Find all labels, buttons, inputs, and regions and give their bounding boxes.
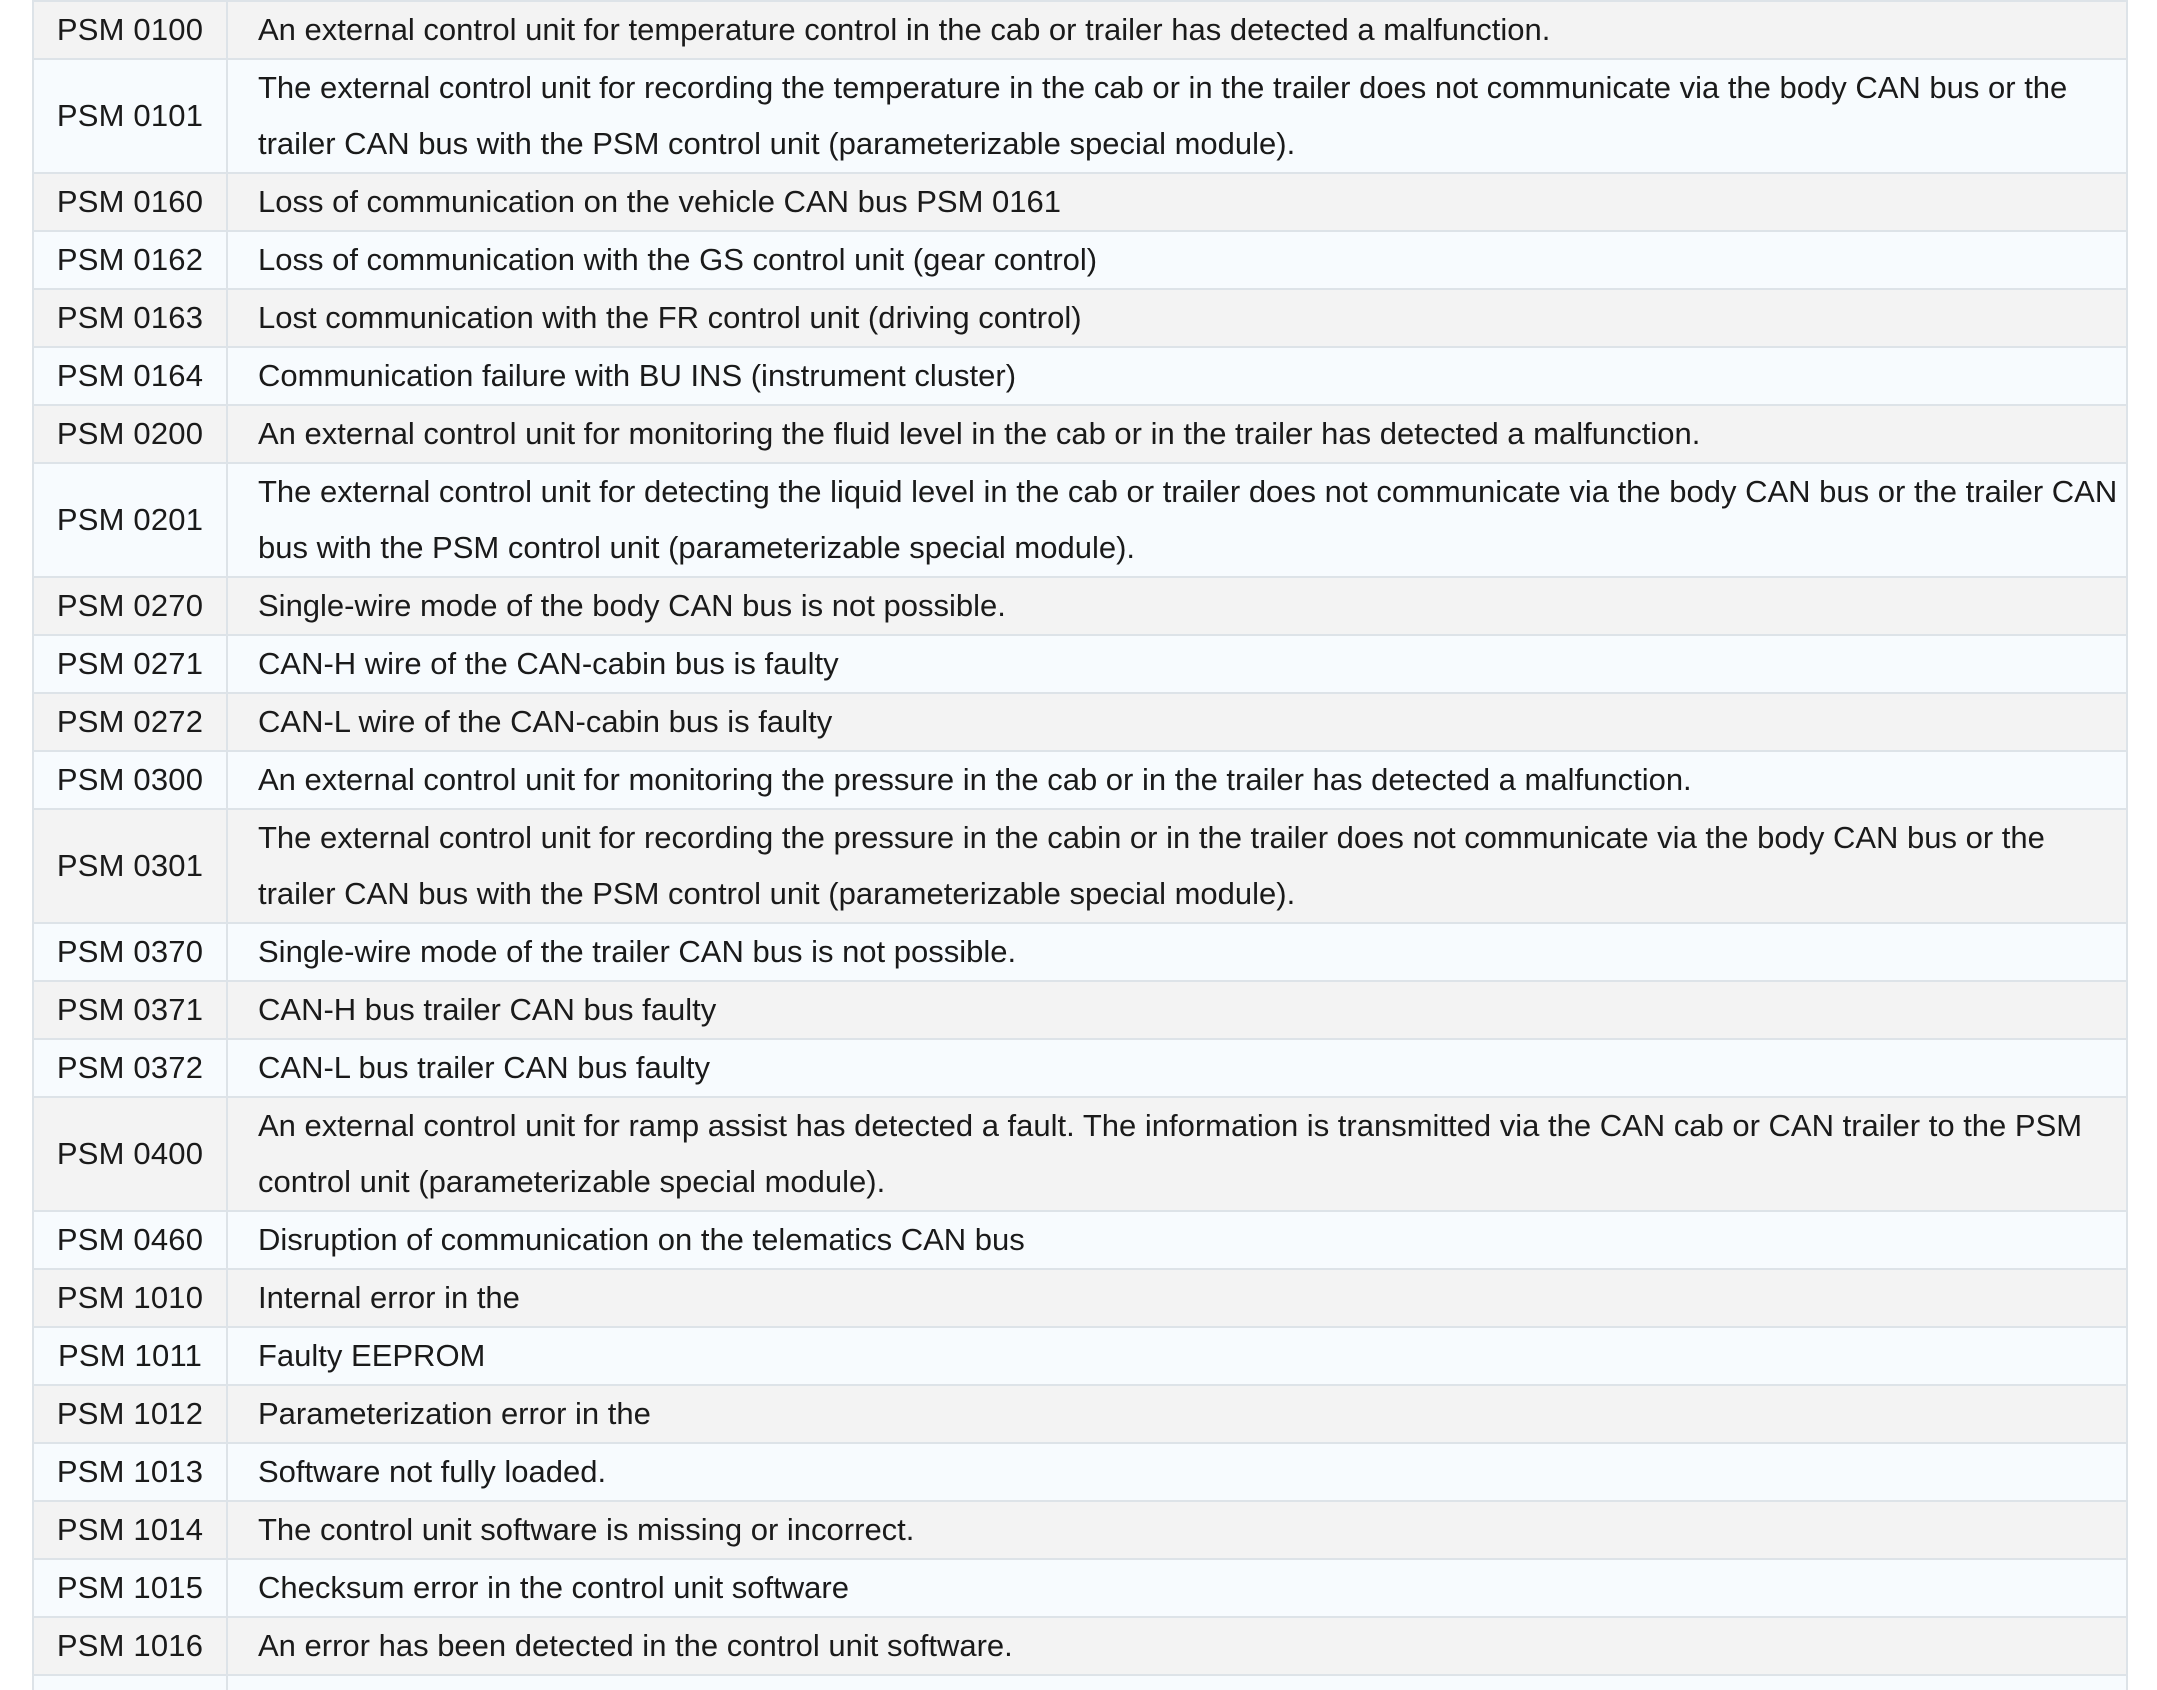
- table-row: [33, 809, 2127, 923]
- error-description: Single-wire mode of the trailer CAN bus is not possible.: [227, 923, 2127, 981]
- table-row: [33, 1617, 2127, 1675]
- table-row: [33, 693, 2127, 751]
- error-description: An external control unit for monitoring the pressure in the cab or in the trailer has detected a malfunction.: [227, 751, 2127, 809]
- error-code: PSM 0460: [33, 1211, 227, 1269]
- error-description: CAN-H wire of the CAN-cabin bus is faulty: [227, 635, 2127, 693]
- table-row: [33, 1039, 2127, 1097]
- error-description: Software not fully loaded.: [227, 1443, 2127, 1501]
- error-description: The control unit software is missing or incorrect.: [227, 1501, 2127, 1559]
- table-row: [33, 1269, 2127, 1327]
- table-row: [33, 289, 2127, 347]
- error-code: PSM 0272: [33, 693, 227, 751]
- error-code: PSM 1011: [33, 1327, 227, 1385]
- error-code: PSM 0371: [33, 981, 227, 1039]
- error-code: PSM 0301: [33, 809, 227, 923]
- error-code: PSM 1016: [33, 1617, 227, 1675]
- error-description: Parameterization error in the: [227, 1385, 2127, 1443]
- error-description: Communication failure with BU INS (instrument cluster): [227, 347, 2127, 405]
- table-row: [33, 1559, 2127, 1617]
- error-description: The external control unit for detecting the liquid level in the cab or trailer does not communicate via the body CAN bus or the trailer CAN bus with the PSM control unit (parameterizable special module).: [227, 463, 2127, 577]
- error-description: Loss of communication with the GS control unit (gear control): [227, 231, 2127, 289]
- error-description: An error has been detected in the control unit software.: [227, 1617, 2127, 1675]
- error-code: PSM 1010: [33, 1269, 227, 1327]
- table-row: [33, 1, 2127, 59]
- error-code: PSM 0101: [33, 59, 227, 173]
- error-description: Loss of communication on the vehicle CAN bus PSM 0161: [227, 173, 2127, 231]
- error-code: PSM 0162: [33, 231, 227, 289]
- table-row: [33, 1097, 2127, 1211]
- error-code-table: [32, 0, 2128, 1690]
- table-row-cut-off: [33, 1675, 2127, 1690]
- error-code: PSM 0300: [33, 751, 227, 809]
- error-description: Faulty EEPROM: [227, 1327, 2127, 1385]
- error-description: Internal error in the: [227, 1269, 2127, 1327]
- error-description: Checksum error in the control unit software: [227, 1559, 2127, 1617]
- table-row: [33, 463, 2127, 577]
- error-code: PSM 1012: [33, 1385, 227, 1443]
- error-code: PSM 1015: [33, 1559, 227, 1617]
- error-code: PSM 0271: [33, 635, 227, 693]
- error-code: PSM 0400: [33, 1097, 227, 1211]
- error-description: An external control unit for monitoring the fluid level in the cab or in the trailer has detected a malfunction.: [227, 405, 2127, 463]
- table-row: [33, 347, 2127, 405]
- table-row: [33, 635, 2127, 693]
- error-code: PSM 0270: [33, 577, 227, 635]
- error-description: An external control unit for temperature control in the cab or trailer has detected a malfunction.: [227, 1, 2127, 59]
- table-row: [33, 1501, 2127, 1559]
- error-description: The external control unit for recording the pressure in the cabin or in the trailer does not communicate via the body CAN bus or the trailer CAN bus with the PSM control unit (parameterizable special module).: [227, 809, 2127, 923]
- error-description: CAN-L wire of the CAN-cabin bus is faulty: [227, 693, 2127, 751]
- error-code: PSM 0370: [33, 923, 227, 981]
- table-row: [33, 981, 2127, 1039]
- table-row: [33, 751, 2127, 809]
- error-code: PSM 0201: [33, 463, 227, 577]
- error-code: PSM 0163: [33, 289, 227, 347]
- table-row: [33, 577, 2127, 635]
- table-row: [33, 923, 2127, 981]
- table-row: [33, 405, 2127, 463]
- table-row: [33, 231, 2127, 289]
- error-code-table-body: [33, 1, 2127, 1690]
- error-code: PSM 0200: [33, 405, 227, 463]
- error-description: The external control unit for recording the temperature in the cab or in the trailer does not communicate via the body CAN bus or the trailer CAN bus with the PSM control unit (parameterizable special module).: [227, 59, 2127, 173]
- table-row: [33, 59, 2127, 173]
- error-code: PSM 1013: [33, 1443, 227, 1501]
- table-row: [33, 1385, 2127, 1443]
- error-description-empty: [227, 1675, 2127, 1690]
- error-code-empty: [33, 1675, 227, 1690]
- error-code: PSM 0100: [33, 1, 227, 59]
- table-row: [33, 1211, 2127, 1269]
- error-description: Lost communication with the FR control unit (driving control): [227, 289, 2127, 347]
- error-description: An external control unit for ramp assist has detected a fault. The information is transmitted via the CAN cab or CAN trailer to the PSM control unit (parameterizable special module).: [227, 1097, 2127, 1211]
- error-code: PSM 0164: [33, 347, 227, 405]
- error-description: CAN-L bus trailer CAN bus faulty: [227, 1039, 2127, 1097]
- table-row: [33, 1443, 2127, 1501]
- error-code: PSM 0372: [33, 1039, 227, 1097]
- error-description: CAN-H bus trailer CAN bus faulty: [227, 981, 2127, 1039]
- error-code: PSM 1014: [33, 1501, 227, 1559]
- error-code: PSM 0160: [33, 173, 227, 231]
- table-row: [33, 173, 2127, 231]
- error-description: Single-wire mode of the body CAN bus is not possible.: [227, 577, 2127, 635]
- table-row: [33, 1327, 2127, 1385]
- error-description: Disruption of communication on the telematics CAN bus: [227, 1211, 2127, 1269]
